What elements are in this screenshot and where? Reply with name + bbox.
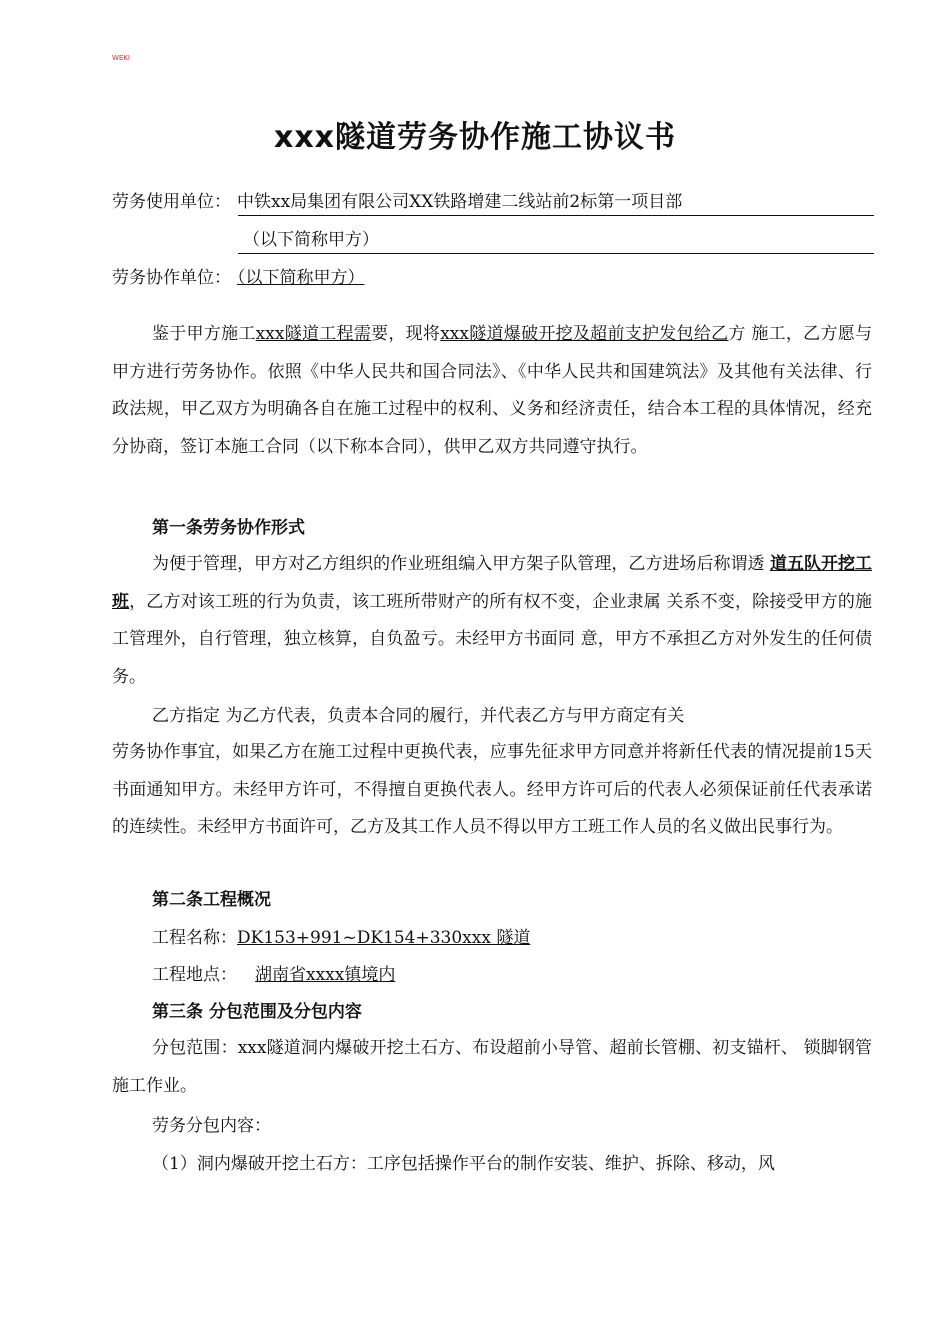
article3-content-label: 劳务分包内容： <box>152 1116 271 1136</box>
article1-team-name: 道五队开挖工班 <box>112 554 873 612</box>
article3-heading: 第三条 分包范围及分包内容 <box>152 1002 362 1022</box>
party-a-note-underline <box>238 253 874 254</box>
intro-scope-underlined: xxx隧道爆破开挖及超前支护发包给乙 <box>440 324 729 344</box>
article1-paragraph2: 劳务协作事宜，如果乙方在施工过程中更换代表，应事先征求甲方同意并将新任代表的情况提前15天书面通知甲方。未经甲方许可，不得擅自更换代表人。经甲方许可后的代表人必须保证前任代表承诺的连续性。未经甲方书面许可，乙方及其工作人员不得以甲方工班工作人员的名义做出民事行为。 <box>112 742 872 837</box>
intro-paragraph <box>112 316 872 466</box>
document-title: xxx隧道劳务协作施工协议书 <box>273 120 677 155</box>
project-name-row <box>152 926 530 950</box>
article2-heading: 第二条工程概况 <box>152 890 271 910</box>
party-a-value: 中铁xx局集团有限公司XX铁路增建二线站前2标第一项目部 <box>237 192 683 212</box>
intro-text-2: 要，现将 <box>371 324 441 344</box>
party-a-row <box>112 190 682 214</box>
project-site-row <box>152 963 395 987</box>
party-a-underline <box>238 215 874 216</box>
party-b-label: 劳务协作单位： <box>112 268 231 288</box>
party-a-label: 劳务使用单位： <box>112 192 231 212</box>
party-b-value: （以下简称甲方） <box>237 268 365 288</box>
intro-project-underlined: xxx隧道工程需 <box>255 324 372 344</box>
article3-item1: （1）洞内爆破开挖土石方：工序包括操作平台的制作安装、维护、拆除、移动，风 <box>152 1154 775 1174</box>
project-site-value: 湖南省xxxx镇境内 <box>255 965 396 985</box>
intro-text-1: 鉴于甲方施工 <box>152 324 256 344</box>
article1-paragraph1 <box>112 546 872 696</box>
party-b-row <box>112 266 365 290</box>
project-name-label: 工程名称： <box>152 928 237 948</box>
article1-text-1: 为便于管理，甲方对乙方组织的作业班组编入甲方架子队管理，乙方进场后称谓透 <box>152 554 770 574</box>
article1-text-2: ，乙方对该工班的行为负责，该工班所带财产的所有权不变，企业隶属 关系不变，除接受甲方的施工管理外，自行管理，独立核算，自负盈亏。未经甲方书面同 意，甲方不承担乙方对外发生的任何债务。 <box>112 591 873 687</box>
project-name-value: DK153+991~DK154+330xxx 隧道 <box>237 928 531 948</box>
party-a-note: （以下简称甲方） <box>243 230 379 250</box>
article1-heading: 第一条劳务协作形式 <box>152 518 305 538</box>
watermark-text: WEKI <box>112 54 130 62</box>
intro-text-3: 方 施工，乙方愿与甲方进行劳务协作。依照《中华人民共和国合同法》、《中华人民共和国建筑法》及其他有关法律、行政法规，甲乙双方为明确各自在施工过程中的权利、义务和经济责任，结合本工程的具体情况，经充分协商，签订本施工合同（以下称本合同），供甲乙双方共同遵守执行。 <box>112 324 873 457</box>
article3-scope: 分包范围：xxx隧道洞内爆破开挖土石方、布设超前小导管、超前长管棚、初支锚杆、 锁脚钢管施工作业。 <box>112 1038 872 1096</box>
project-site-label: 工程地点： <box>152 965 237 985</box>
article1-paragraph2-line1: 乙方指定 为乙方代表，负责本合同的履行，并代表乙方与甲方商定有关 <box>152 706 685 726</box>
